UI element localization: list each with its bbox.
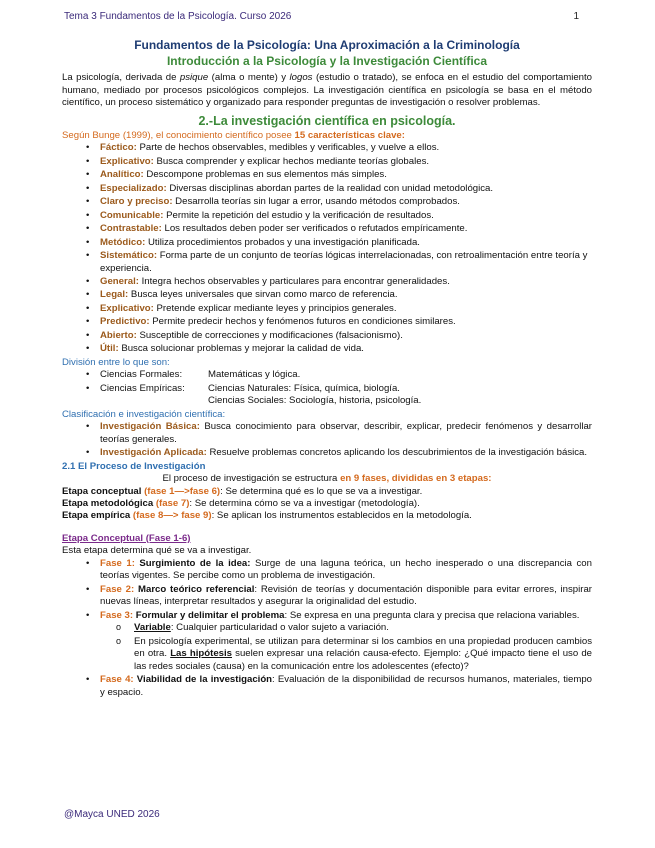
list-item: • Fase 4: Viabilidad de la investigación: Evaluación de la disponibilidad de recursos humanos, materiales, tiempo y espacio. [86, 674, 592, 699]
term-psique: psique [179, 72, 209, 84]
list-item: • Útil: Busca solucionar problemas y mejorar la calidad de vida. [86, 343, 592, 355]
classification-heading: Clasificación e investigación científica: [62, 408, 226, 420]
division-heading: División entre lo que son: [62, 356, 170, 368]
page-header [64, 10, 579, 23]
stage-conceptual: Etapa conceptual (fase 1—>fase 6): Se determina qué es lo que se va a investigar. [62, 485, 423, 497]
list-item: • Explicativo: Busca comprender y explicar hechos mediante teorías globales. [86, 156, 592, 168]
list-item: • Claro y preciso: Desarrolla teorías sin lugar a error, usando métodos comprobados. [86, 196, 592, 208]
page-footer: @Mayca UNED 2026 [64, 809, 160, 820]
conceptual-lead: Esta etapa determina qué se va a investigar. [62, 545, 252, 557]
list-item: • Explicativo: Pretende explicar mediante leyes y principios generales. [86, 303, 592, 315]
document-title: Fundamentos de la Psicología: Una Aproximación a la Criminología [134, 38, 520, 52]
list-item: • Fase 2: Marco teórico referencial: Revisión de teorías y documentación disponible para evitar errores, inspirar nuevas líneas, interpretar resultados y asegurar la originalidad del estudio. [86, 584, 592, 609]
list-item: • Fáctico: Parte de hechos observables, medibles y verificables, y vuelve a ellos. [86, 142, 592, 154]
stage-empirical: Etapa empírica (fase 8—> fase 9): Se aplican los instrumentos establecidos en la metodología. [62, 510, 472, 522]
list-item: • Abierto: Susceptible de correcciones y modificaciones (falsacionismo). [86, 330, 592, 342]
section-heading-2-1: 2.1 El Proceso de Investigación [62, 460, 206, 472]
list-item: • Metódico: Utiliza procedimientos probados y una investigación planificada. [86, 237, 592, 249]
list-item: • Fase 1: Surgimiento de la idea: Surge de una laguna teórica, un hecho inesperado o una discrepancia con teorías vigentes. Se percibe como un problema de investigación. [86, 558, 592, 583]
list-item: • General: Integra hechos observables y particulares para encontrar generalidades. [86, 276, 592, 288]
conceptual-heading: Etapa Conceptual (Fase 1-6) [62, 532, 191, 544]
list-item: o Variable: Cualquier particularidad o valor sujeto a variación. [114, 622, 592, 634]
list-item: • Analítico: Descompone problemas en sus elementos más simples. [86, 169, 592, 181]
list-item: • Ciencias Empíricas: Ciencias Naturales: Física, química, biología. Ciencias Sociales: Sociología, historia, psicología. [86, 383, 592, 408]
header-title: Tema 3 Fundamentos de la Psicología. Curso 2026 [64, 11, 292, 22]
list-item: • Investigación Aplicada: Resuelve problemas concretos aplicando los descubrimientos de la investigación básica. [86, 447, 592, 459]
characteristics-list [86, 142, 592, 356]
phases-list [86, 558, 592, 699]
list-item: • Contrastable: Los resultados deben poder ser verificados o refutados empíricamente. [86, 223, 592, 235]
page-number: 1 [573, 11, 579, 22]
list-item: • Ciencias Formales: Matemáticas y lógica. [86, 369, 592, 381]
document-subtitle: Introducción a la Psicología y la Investigación Científica [166, 53, 488, 68]
classification-list [86, 421, 592, 459]
term-logos: logos [289, 72, 313, 84]
list-item: o En psicología experimental, se utilizan para determinar si los cambios en una propiedad producen cambios en otra. Las hipótesis suelen expresar una relación causa-efecto. Ejemplo: ¿Qué impacto tiene el uso de las redes sociales (causa) en la comunicación entre los adolescentes (efecto)? [114, 636, 592, 673]
bunge-intro: Según Bunge (1999), el conocimiento científico posee 15 características clave: [62, 129, 405, 141]
intro-paragraph: La psicología, derivada de psique (alma o mente) y logos (estudio o tratado), se enfoca en el estudio del comportamiento humano, mediado por procesos psicológicos complejos. La investigación científica en psicología se basa en el método científico, un proceso sistemático y organizado para responder preguntas de investigación o resolver problemas. [62, 72, 593, 109]
list-item: • Investigación Básica: Busca conocimiento para observar, describir, explicar, predecir fenómenos y desarrollar teorías generales. [86, 421, 592, 446]
sub-list [114, 622, 592, 673]
document-body [62, 38, 592, 700]
stage-methodological: Etapa metodológica (fase 7): Se determina cómo se va a investigar (metodología). [62, 497, 420, 509]
division-list [86, 369, 592, 407]
list-item: • Comunicable: Permite la repetición del estudio y la verificación de resultados. [86, 210, 592, 222]
list-item: • Sistemático: Forma parte de un conjunto de teorías lógicas interrelacionadas, con retroalimentación entre teoría y experiencia. [86, 250, 592, 275]
section-heading-2: 2.-La investigación científica en psicología. [198, 113, 456, 128]
list-item: • Fase 3: Formular y delimitar el problema: Se expresa en una pregunta clara y precisa que relaciona variables. o Variable: Cualquier particularidad o valor sujeto a variación. o En psicología experimental, se utilizan para determinar si los cambios en una propiedad producen cambios en otra. Las hipótesis suelen expresar una relación causa-efecto. Ejemplo: ¿Qué impacto tiene el uso de las redes sociales (causa) en la comunicación entre los adolescentes (efecto)? [86, 610, 592, 673]
list-item: • Especializado: Diversas disciplinas abordan partes de la realidad con unidad metodológica. [86, 183, 592, 195]
list-item: • Predictivo: Permite predecir hechos y fenómenos futuros en condiciones similares. [86, 316, 592, 328]
process-lead: El proceso de investigación se estructura en 9 fases, divididas en 3 etapas: [162, 473, 492, 485]
list-item: • Legal: Busca leyes universales que sirvan como marco de referencia. [86, 289, 592, 301]
